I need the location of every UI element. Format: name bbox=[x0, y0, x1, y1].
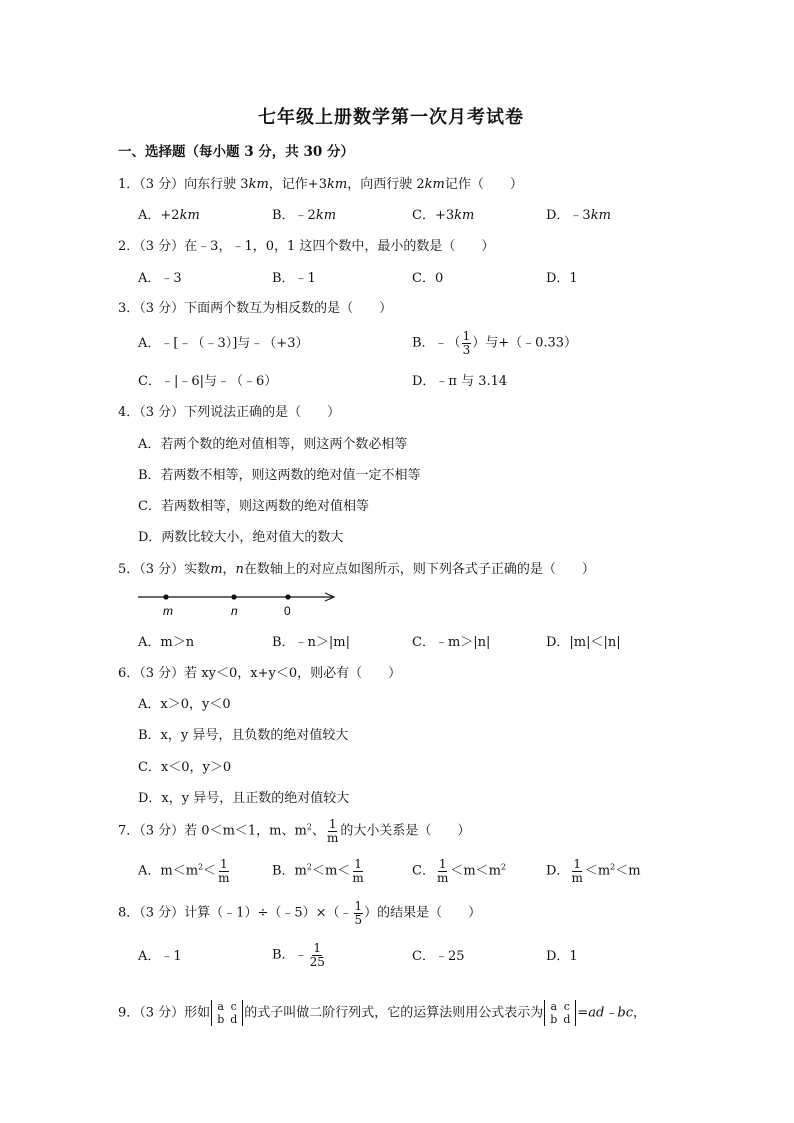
question-1-stem: 1．（3 分）向东行驶 3km，记作+3km，向西行驶 2km记作（ ） bbox=[118, 177, 523, 192]
q1-option-a: A．+2km bbox=[138, 208, 200, 223]
question-9-stem: 9．（3 分）形如 a b c d 的式子叫做二阶行列式，它的运算法则用公式表示为 a b c d =ad﹣bc， bbox=[118, 1000, 646, 1027]
q7-option-b: B．$m^2<m<$ $\frac{1}{m}$ bbox=[272, 857, 364, 885]
section-heading: 一、选择题（每小题 3 分，共 30 分） bbox=[118, 144, 354, 160]
q4-option-d: D．两数比较大小，绝对值大的数大 bbox=[138, 530, 344, 545]
number-line-figure bbox=[136, 588, 342, 618]
label-m: m bbox=[163, 604, 173, 618]
q4-option-b: B．若两数不相等，则这两数的绝对值一定不相等 bbox=[138, 468, 421, 483]
fraction: $\frac{1}{5}$ bbox=[354, 899, 363, 927]
determinant: a b c d bbox=[211, 1000, 243, 1026]
q2-option-b: B．﹣1 bbox=[272, 271, 316, 286]
q5-option-c: C．﹣m＞|n| bbox=[412, 635, 491, 650]
point-m bbox=[163, 594, 168, 599]
q3-option-d: D．﹣π 与 3.14 bbox=[412, 374, 508, 389]
q1-option-c: C．+3km bbox=[412, 208, 475, 223]
q7-option-a: A．$m<m^2<$ $\frac{1}{m}$ bbox=[138, 857, 230, 885]
q6-option-d: D．x，y 异号，且正数的绝对值较大 bbox=[138, 791, 350, 806]
q7-option-c: C． $\frac{1}{m}$ $<m<m^2$ bbox=[412, 857, 507, 885]
q8-option-d: D．1 bbox=[546, 949, 578, 964]
q8-option-a: A．﹣1 bbox=[138, 949, 182, 964]
question-7-stem: 7．（3 分）若 0＜m＜1，m、$m^2$、 $\frac{1}{m}$ 的大小关系是（ ） bbox=[118, 817, 471, 845]
point-n bbox=[231, 594, 236, 599]
q5-option-d: D．|m|＜|n| bbox=[546, 635, 621, 650]
question-3-stem: 3．（3 分）下面两个数互为相反数的是（ ） bbox=[118, 301, 393, 316]
q7-option-d: D． $\frac{1}{m}$ $<m^2<m$ bbox=[546, 857, 641, 885]
fraction: $\frac{1}{3}$ bbox=[462, 329, 471, 357]
q4-option-c: C．若两数相等，则这两数的绝对值相等 bbox=[138, 499, 369, 514]
question-4-stem: 4．（3 分）下列说法正确的是（ ） bbox=[118, 405, 341, 420]
q4-option-a: A．若两个数的绝对值相等，则这两个数必相等 bbox=[138, 437, 408, 452]
q3-option-c: C．﹣|﹣6|与﹣（﹣6） bbox=[138, 374, 278, 389]
determinant: a b c d bbox=[544, 1000, 576, 1026]
q2-option-d: D．1 bbox=[546, 271, 578, 286]
q2-option-a: A．﹣3 bbox=[138, 271, 182, 286]
q3-option-b: B．﹣（ $\frac{1}{3}$ ）与+（﹣0.33） bbox=[412, 329, 578, 357]
q5-option-b: B．﹣n＞|m| bbox=[272, 635, 351, 650]
q1-option-d: D．﹣3km bbox=[546, 208, 611, 223]
q8-option-b: B．﹣ $\frac{1}{25}$ bbox=[272, 941, 325, 969]
q8-option-c: C．﹣25 bbox=[412, 949, 465, 964]
fraction: $\frac{1}{m}$ bbox=[326, 817, 339, 845]
q5-option-a: A．m＞n bbox=[138, 635, 195, 650]
q1-option-b: B．﹣2km bbox=[272, 208, 337, 223]
q6-option-c: C．x＜0，y＞0 bbox=[138, 760, 232, 775]
question-8-stem: 8．（3 分）计算（﹣1）÷（﹣5）×（﹣ $\frac{1}{5}$ ）的结果是（ ） bbox=[118, 899, 482, 927]
q6-option-a: A．x＞0，y＜0 bbox=[138, 697, 231, 712]
point-zero bbox=[285, 594, 290, 599]
page-title: 七年级上册数学第一次月考试卷 bbox=[258, 107, 524, 128]
label-n: n bbox=[231, 604, 238, 618]
q3-option-a: A．﹣[﹣（﹣3）]与﹣（+3） bbox=[138, 336, 309, 351]
q6-option-b: B．x，y 异号，且负数的绝对值较大 bbox=[138, 728, 349, 743]
question-5-stem: 5．（3 分）实数m，n在数轴上的对应点如图所示，则下列各式子正确的是（ ） bbox=[118, 562, 595, 577]
question-2-stem: 2．（3 分）在﹣3，﹣1，0，1 这四个数中，最小的数是（ ） bbox=[118, 239, 495, 254]
question-6-stem: 6．（3 分）若 xy＜0，x+y＜0，则必有（ ） bbox=[118, 666, 402, 681]
label-zero: 0 bbox=[284, 604, 291, 618]
q2-option-c: C．0 bbox=[412, 271, 444, 286]
